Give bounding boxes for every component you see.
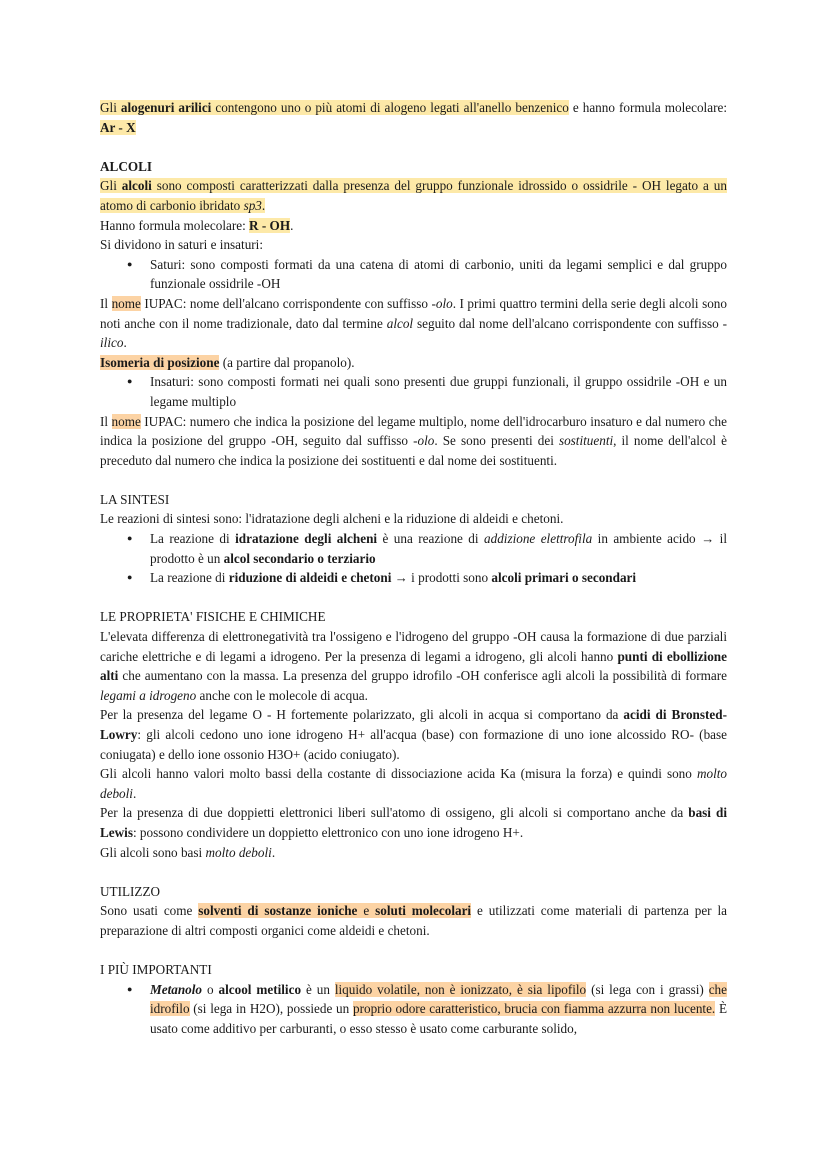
list-item: ● Insaturi: sono composti formati nei quali sono presenti due gruppi funzionali, il gruppo ossidrile -OH e un legame multiplo bbox=[150, 372, 727, 411]
section-heading-proprieta: LE PROPRIETA' FISICHE E CHIMICHE bbox=[100, 609, 326, 625]
formula-highlight: R - OH bbox=[249, 217, 291, 233]
nome-paragraph-2: Il nome IUPAC: numero che indica la posizione del legame multiplo, nome dell'idrocarburo insaturo e dal numero che indica la posizione del gruppo -OH, seguito dal suffisso -olo. Se sono presenti dei sostituenti, il nome dell'alcol è preceduto dal numero che indica la posizione dei sostituenti e dal nome dei sostituenti. bbox=[100, 413, 728, 468]
section-heading-sintesi: LA SINTESI bbox=[100, 491, 170, 507]
proprieta-paragraph-4: Per la presenza di due doppietti elettronici liberi sull'atomo di ossigeno, gli alcoli si comportano anche da basi di Lewis: possono condividere un doppietto elettronico con uno ione idrogeno H+. bbox=[100, 805, 727, 840]
section-heading-utilizzo: UTILIZZO bbox=[100, 883, 161, 899]
formula-highlight: Ar - X bbox=[100, 119, 136, 135]
intro-paragraph: Gli alogenuri arilici contengono uno o più atomi di alogeno legati all'anello benzenico e hanno formula molecolare: Ar - X bbox=[100, 100, 727, 135]
document-body bbox=[100, 98, 727, 1039]
alcoli-split: Si dividono in saturi e insaturi: bbox=[100, 237, 264, 253]
section-heading-alcoli: ALCOLI bbox=[100, 158, 153, 174]
bullet-list bbox=[100, 372, 727, 411]
highlight: Gli alcoli sono composti caratterizzati dalla presenza del gruppo funzionale idrossido o ossidrile - OH legato a un atomo di carbonio ibridato sp3. bbox=[100, 178, 727, 213]
list-item: ● La reazione di idratazione degli alcheni è una reazione di addizione elettrofila in ambiente acido → il prodotto è un alcol secondario o terziario bbox=[150, 529, 727, 568]
sintesi-intro: Le reazioni di sintesi sono: l'idratazione degli alcheni e la riduzione di aldeidi e chetoni. bbox=[100, 511, 564, 527]
list-item: ● Saturi: sono composti formati da una catena di atomi di carbonio, uniti da legami semplici e dal gruppo funzionale ossidrile -OH bbox=[150, 255, 727, 294]
alcoli-definition bbox=[100, 176, 727, 215]
list-item: ● La reazione di riduzione di aldeidi e chetoni → i prodotti sono alcoli primari o secondari bbox=[150, 568, 727, 588]
proprieta-paragraph-5: Gli alcoli sono basi molto deboli. bbox=[100, 844, 276, 860]
bullet-list bbox=[100, 529, 727, 588]
isomeria-paragraph: Isomeria di posizione (a partire dal propanolo). bbox=[100, 354, 355, 370]
proprieta-paragraph-3: Gli alcoli hanno valori molto bassi della costante di dissociazione acida Ka (misura la forza) e quindi sono molto deboli. bbox=[100, 766, 727, 801]
list-item: ● Metanolo o alcool metilico è un liquido volatile, non è ionizzato, è sia lipofilo (si lega con i grassi) che idrofilo (si lega in H2O), possiede un proprio odore caratteristico, brucia con fiamma azzurra non lucente. È usato come additivo per carburanti, o esso stesso è usato come carburante solido, bbox=[150, 980, 727, 1039]
section-heading-importanti: I PIÙ IMPORTANTI bbox=[100, 962, 212, 978]
utilizzo-paragraph: Sono usati come solventi di sostanze ioniche e soluti molecolari e utilizzati come materiali di partenza per la preparazione di altri composti organici come aldeidi e chetoni. bbox=[100, 903, 727, 938]
alcoli-formula: Hanno formula molecolare: R - OH. bbox=[100, 217, 294, 233]
bullet-list bbox=[100, 980, 727, 1039]
proprieta-paragraph-1: L'elevata differenza di elettronegatività tra l'ossigeno e l'idrogeno del gruppo -OH causa la formazione di due parziali cariche elettriche e di legami a idrogeno. Per la presenza di legami a idrogeno, gli alcoli hanno punti di ebollizione alti che aumentano con la massa. La presenza del gruppo idrofilo -OH conferisce agli alcoli la possibilità di formare legami a idrogeno anche con le molecole di acqua. bbox=[100, 629, 727, 703]
bullet-list bbox=[100, 255, 727, 294]
highlight: Gli alogenuri arilici contengono uno o più atomi di alogeno legati all'anello benzenico bbox=[100, 100, 569, 115]
proprieta-paragraph-2: Per la presenza del legame O - H fortemente polarizzato, gli alcoli in acqua si comportano da acidi di Bronsted-Lowry: gli alcoli cedono uno ione idrogeno H+ all'acqua (base) con formazione di uno ione alcossido RO- (base coniugata) e dello ione ossonio H3O+ (acido coniugato). bbox=[100, 707, 727, 762]
nome-paragraph-1: Il nome IUPAC: nome dell'alcano corrispondente con suffisso -olo. I primi quattro termini della serie degli alcoli sono noti anche con il nome tradizionale, dato dal termine alcol seguito dal nome dell'alcano corrispondente con suffisso -ilico. bbox=[100, 295, 728, 351]
